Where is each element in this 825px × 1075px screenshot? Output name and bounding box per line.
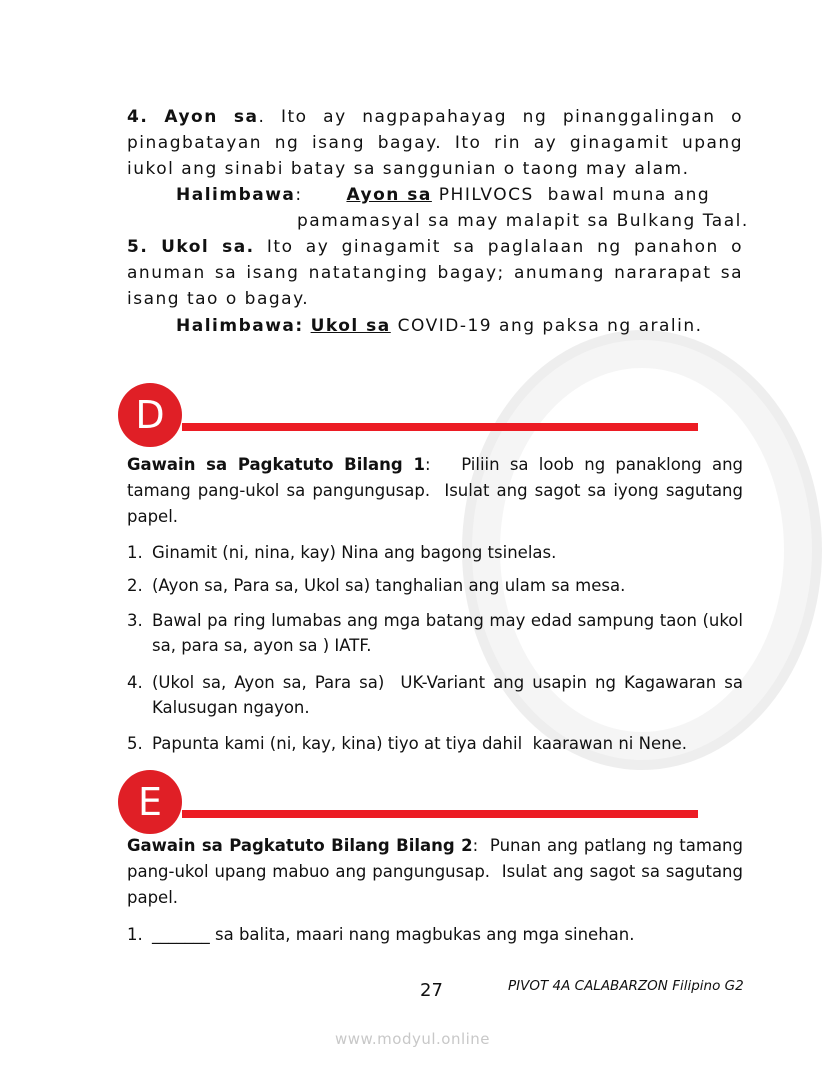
section-4-heading: 4. Ayon sa [127,107,259,127]
section-e-instruction [127,833,749,911]
section-5-heading: 5. Ukol sa. [127,237,255,257]
list-item-text: Papunta kami (ni, kay, kina) tiyo at tiya dahil kaarawan ni Nene. [152,734,687,753]
section-e-divider [182,810,698,818]
list-item-text: _______ sa balita, maari nang magbukas ang mga sinehan. [152,925,635,944]
list-item-number: 3. [127,611,143,630]
section-4-example-key: Ayon sa [346,185,432,205]
section-d-title: Gawain sa Pagkatuto Bilang 1 [127,455,425,474]
list-item-text: Ginamit (ni, nina, kay) Nina ang bagong tsinelas. [152,543,557,562]
section-d-instruction [127,452,749,530]
list-item-number: 1. [127,543,143,562]
section-4-example-line [176,182,792,208]
page-number: 27 [420,980,443,1001]
section-d-badge: D [118,383,182,447]
section-e-instruction-text: : Punan ang patlang ng tamang pang-ukol upang mabuo ang pangungusap. Isulat ang sagot sa sagutang papel. [127,836,749,907]
list-item-text: (Ayon sa, Para sa, Ukol sa) tanghalian ang ulam sa mesa. [152,576,626,595]
section-5-paragraph [127,234,743,312]
section-e-badge: E [118,770,182,834]
section-d-instruction-text: : Piliin sa loob ng panaklong ang tamang pang-ukol sa pangungusap. Isulat ang sagot sa iyong sagutang papel. [127,455,749,526]
section-5-text: Ito ay ginagamit sa paglalaan ng panahon o anuman sa isang natatanging bagay; anumang nararapat sa isang tao o bagay. [127,237,743,309]
list-item-text: Bawal pa ring lumabas ang mga batang may edad sampung taon (ukol sa, para sa, ayon sa ) IATF. [152,611,743,655]
section-5-example-line [176,313,792,339]
list-item-number: 5. [127,734,143,753]
list-item-number: 2. [127,576,143,595]
footer-pivot-label: PIVOT 4A CALABARZON Filipino G2 [508,978,744,994]
section-5-example-key: Ukol sa [310,316,391,336]
list-item-text: (Ukol sa, Ayon sa, Para sa) UK-Variant ang usapin ng Kagawaran sa Kalusugan ngayon. [152,673,749,717]
section-5-example-text: COVID-19 ang paksa ng aralin. [390,316,703,336]
section-4-paragraph [127,104,743,182]
section-d-divider [182,423,698,431]
section-4-example-line-2: pamamasyal sa may malapit sa Bulkang Taal. [297,211,749,231]
list-item-number: 1. [127,925,143,944]
section-4-example-colon: : [295,185,303,205]
section-e-title: Gawain sa Pagkatuto Bilang Bilang 2 [127,836,473,855]
site-watermark: www.modyul.online [334,1030,491,1048]
section-4-text: . Ito ay nagpapahayag ng pinanggalingan o pinagbatayan ng isang bagay. Ito rin ay ginagamit upang iukol ang sinabi batay sa sanggunian o taong may alam. [127,107,743,179]
section-4-example-label: Halimbawa [176,185,296,205]
section-5-example-label: Halimbawa: [176,316,304,336]
section-4-example-text-1: PHILVOCS bawal muna ang [438,185,711,205]
list-item-number: 4. [127,673,143,692]
